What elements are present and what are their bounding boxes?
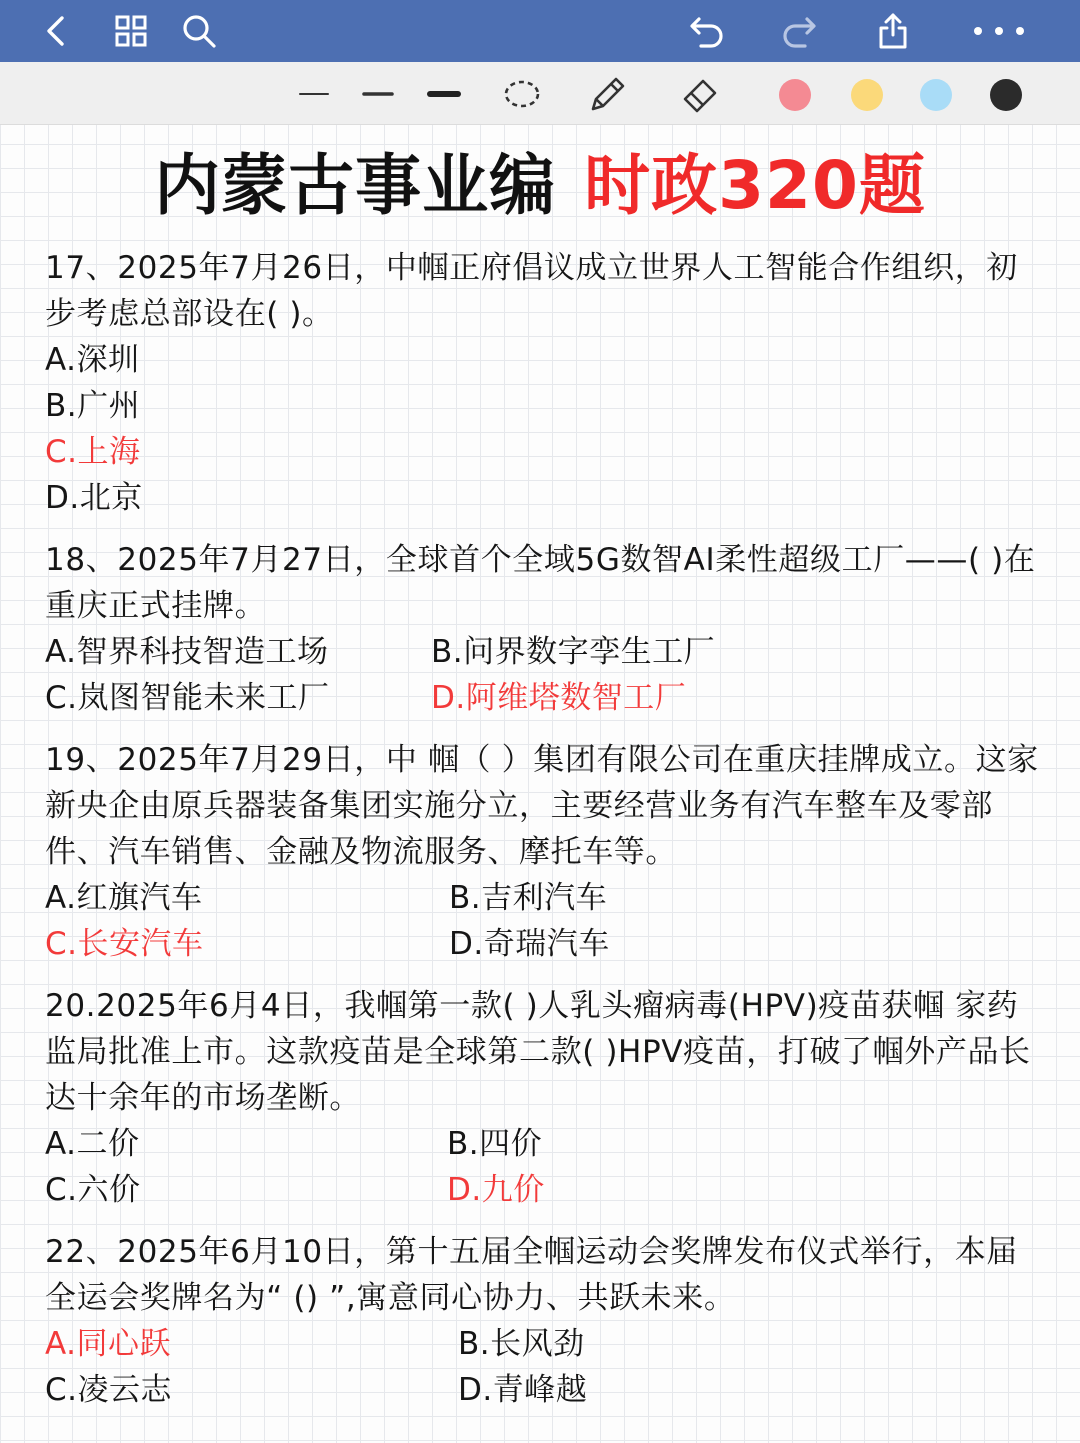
thick-line-icon [423,73,465,115]
undo-button[interactable] [684,8,730,54]
question-text: 20.2025年6月4日，我帼第一款( )人乳头瘤病毒(HPV)疫苗获帼 家药监局批准上市。这款疫苗是全球第二款( )HPV疫苗，打破了帼外产品长达十余年的市场垄断。 [45,988,1031,1116]
redo-button[interactable] [776,8,822,54]
question-text: 19、2025年7月29日，中 帼（ ）集团有限公司在重庆挂牌成立。这家新央企由原兵器装备集团实施分立，主要经营业务有汽车整车及零部件、汽车销售、金融及物流服务、摩托车等。 [45,742,1039,870]
thin-line-icon [293,73,335,115]
option-a-correct: A.同心跃 [45,1326,172,1362]
question-list [45,245,1040,1413]
option-a: A.红旗汽车 [45,880,203,916]
question-text: 18、2025年7月27日，全球首个全域5G数智AI柔性超级工厂——( )在重庆正式挂牌。 [45,542,1036,624]
redo-icon [779,11,819,51]
option-c: C.六价 [45,1172,141,1208]
title-red-part: 时政320题 [584,147,926,224]
question-19 [45,737,1040,967]
color-swatch-blue[interactable] [920,79,952,111]
option-d-correct: D.阿维塔数智工厂 [431,680,687,716]
color-swatch-yellow[interactable] [851,79,883,111]
medium-line-icon [357,73,399,115]
lasso-tool[interactable] [500,72,544,116]
option-d: D.北京 [45,480,143,516]
option-d: D.奇瑞汽车 [449,926,610,962]
option-c-correct: C.上海 [45,434,141,470]
pencil-icon [587,73,629,115]
more-icon [964,11,1034,51]
option-b: B.问界数字孪生工厂 [431,634,716,670]
color-swatch-pink[interactable] [779,79,811,111]
question-text: 22、2025年6月10日，第十五届全帼运动会奖牌发布仪式举行，本届全运会奖牌名为“ () ”,寓意同心协力、共跃未来。 [45,1234,1018,1316]
option-b: B.广州 [45,388,141,424]
color-swatch-black[interactable] [990,79,1022,111]
eraser-tool[interactable] [678,72,722,116]
grid-icon [111,11,151,51]
more-button[interactable] [964,8,1034,54]
question-17 [45,245,1040,521]
option-b: B.长风劲 [458,1326,585,1362]
grid-view-button[interactable] [108,8,154,54]
option-a: A.深圳 [45,342,140,378]
lasso-icon [501,73,543,115]
option-b: B.四价 [447,1126,543,1162]
eraser-icon [679,73,721,115]
option-c: C.岚图智能未来工厂 [45,680,330,716]
option-c-correct: C.长安汽车 [45,926,204,962]
pen-thick-tool[interactable] [422,72,466,116]
share-button[interactable] [870,8,916,54]
question-text: 17、2025年7月26日，中帼正府倡议成立世界人工智能合作组织，初步考虑总部设在( )。 [45,250,1018,332]
option-c: C.凌云志 [45,1372,172,1408]
top-navigation-bar [0,0,1080,62]
option-a: A.二价 [45,1126,140,1162]
chevron-left-icon [37,11,77,51]
share-icon [873,11,913,51]
option-a: A.智界科技智造工场 [45,634,329,670]
drawing-toolbar [0,62,1080,125]
pen-thin-tool[interactable] [292,72,336,116]
option-d-correct: D.九价 [447,1172,545,1208]
option-b: B.吉利汽车 [449,880,608,916]
question-18 [45,537,1040,721]
back-button[interactable] [34,8,80,54]
search-icon [179,11,219,51]
search-button[interactable] [176,8,222,54]
option-d: D.青峰越 [458,1372,588,1408]
undo-icon [687,11,727,51]
page-title [0,138,1080,234]
title-black-part: 内蒙古事业编 [154,147,557,224]
pencil-tool[interactable] [586,72,630,116]
question-22 [45,1229,1040,1413]
pen-medium-tool[interactable] [356,72,400,116]
question-20 [45,983,1040,1213]
